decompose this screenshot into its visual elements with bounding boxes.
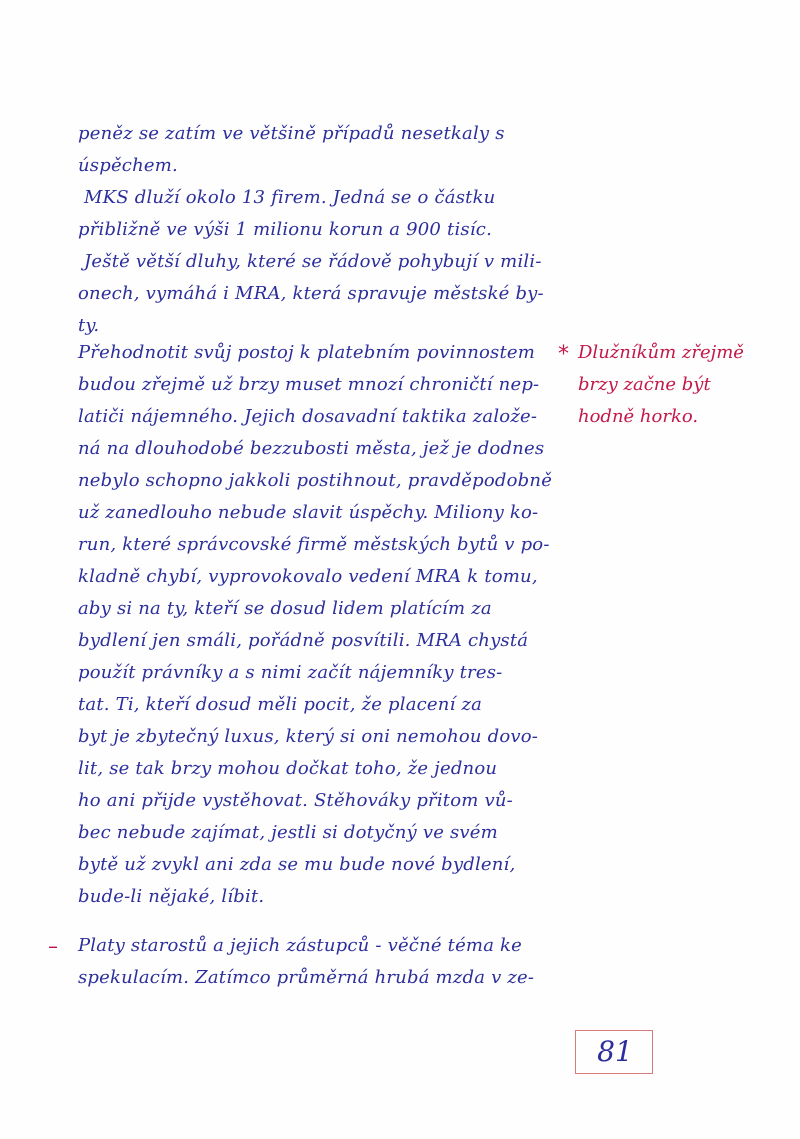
text-line: přibližně ve výši 1 milionu korun a 900 tisíc. <box>78 219 492 240</box>
text-line: spekulacím. Zatímco průměrná hrubá mzda v ze- <box>78 967 535 988</box>
page-number: 81 <box>597 1035 633 1068</box>
text-line: už zanedlouho nebude slavit úspěchy. Miliony ko- <box>78 502 539 523</box>
text-line: budou zřejmě už brzy muset mnozí chroničtí nep- <box>78 374 540 395</box>
page-number-frame <box>575 1030 653 1074</box>
margin-note-line: Dlužníkům zřejmě <box>578 342 744 363</box>
text-line: nebylo schopno jakkoli postihnout, pravděpodobně <box>78 470 553 491</box>
text-line: bytě už zvykl ani zda se mu bude nové bydlení, <box>78 854 516 875</box>
text-line: kladně chybí, vyprovokovalo vedení MRA k tomu, <box>78 566 538 587</box>
text-line: ho ani přijde vystěhovat. Stěhováky přitom vů- <box>78 790 513 811</box>
text-line: MKS dluží okolo 13 firem. Jedná se o částku <box>84 187 496 208</box>
text-line: použít právníky a s nimi začít nájemníky tres- <box>78 662 503 683</box>
text-line: ná na dlouhodobé bezzubosti města, jež je dodnes <box>78 438 545 459</box>
text-line: tat. Ti, kteří dosud měli pocit, že placení za <box>78 694 483 715</box>
text-line: Ještě větší dluhy, které se řádově pohybují v mili- <box>84 251 542 272</box>
margin-note-line: brzy začne být <box>578 374 711 395</box>
text-line: aby si na ty, kteří se dosud lidem platícím za <box>78 598 492 619</box>
margin-note-line: hodně horko. <box>578 406 699 427</box>
text-line: bydlení jen smáli, pořádně posvítili. MRA chystá <box>78 630 529 651</box>
text-line: run, které správcovské firmě městských bytů v po- <box>78 534 550 555</box>
text-line: bude-li nějaké, líbit. <box>78 886 265 907</box>
section-marker: – <box>48 934 58 958</box>
text-line: ty. <box>78 315 100 336</box>
text-line: Platy starostů a jejich zástupců - věčné téma ke <box>78 935 523 956</box>
text-line: onech, vymáhá i MRA, která spravuje městské by- <box>78 283 544 304</box>
text-line: peněz se zatím ve většině případů nesetkaly s <box>78 123 505 144</box>
margin-note-marker: * <box>558 342 569 367</box>
text-line: bec nebude zajímat, jestli si dotyčný ve svém <box>78 822 498 843</box>
text-line: úspěchem. <box>78 155 178 176</box>
text-line: latiči nájemného. Jejich dosavadní taktika založe- <box>78 406 538 427</box>
text-line: lit, se tak brzy mohou dočkat toho, že jednou <box>78 758 498 779</box>
text-line: Přehodnotit svůj postoj k platebním povinnostem <box>78 342 536 363</box>
text-line: byt je zbytečný luxus, který si oni nemohou dovo- <box>78 726 539 747</box>
